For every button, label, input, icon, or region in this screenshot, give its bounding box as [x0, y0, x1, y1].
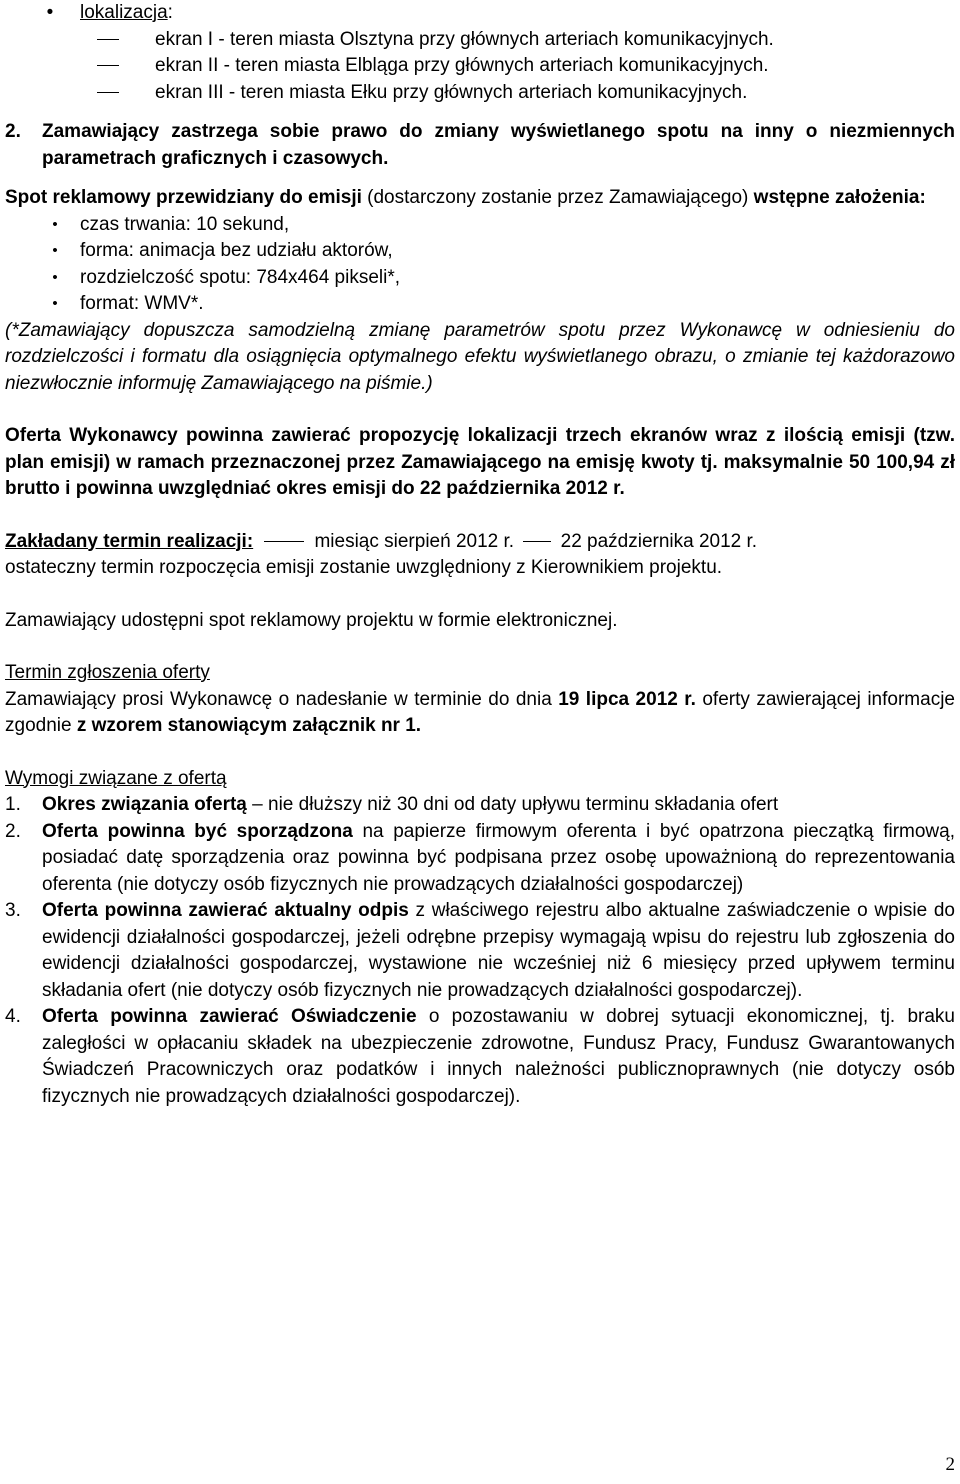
deadline-date: 19 lipca 2012 r.: [558, 688, 696, 710]
spot-item-text: czas trwania: 10 sekund,: [80, 213, 290, 235]
term-value-end: 22 października 2012 r.: [555, 530, 758, 552]
spot-lead-note: (dostarczony zostanie przez Zamawiającego): [361, 187, 754, 208]
bullet-icon: •: [52, 268, 58, 286]
requirement-text: na papierze firmowym oferenta i być opatrzona pieczątką firmową, posiadać datę sporządzenia oraz powinna być podpisana przez osobę upoważnioną do reprezentowania oferenta (nie dotyczy osób fizycznych nie prowadzących działalności gospodarczej): [42, 820, 955, 895]
spot-item: [5, 238, 955, 265]
spot-intro: [5, 185, 955, 212]
page-number: 2: [945, 1453, 955, 1475]
term-dash: [264, 541, 304, 542]
term-value: miesiąc sierpień 2012 r.: [314, 530, 520, 552]
requirement-number: 3.: [5, 900, 21, 921]
localization-label: lokalizacja: [80, 2, 168, 23]
requirement-title: Okres związania ofertą: [42, 794, 247, 815]
requirement-text: z właściwego rejestru albo aktualne zaświadczenie o wpisie do ewidencji działalności gospodarczej, jeżeli odrębne przepisy wymagają wpisu do rejestru lub zgłoszenia do ewidencji działalności gospodarczej, wystawione nie wcześniej niż 6 miesięcy przed upływem terminu składania ofert (nie dotyczy osób fizycznych nie prowadzących działalności gospodarczej).: [42, 900, 955, 1001]
bullet-icon: •: [52, 295, 58, 312]
requirement-number: 1.: [5, 794, 21, 815]
term-line: [5, 529, 955, 556]
clause-2: [5, 119, 955, 172]
dash-icon: [97, 39, 119, 40]
deadline-text: Zamawiający prosi Wykonawcę o nadesłanie w terminie do dnia: [5, 688, 559, 710]
spot-item-text: forma: animacja bez udziału aktorów,: [80, 240, 393, 261]
spot-item: [5, 265, 955, 292]
document-page: [5, 0, 955, 1110]
bullet-icon: •: [46, 2, 54, 23]
requirement-number: 2.: [5, 820, 21, 842]
screen-item: [5, 80, 955, 107]
dash-icon: [97, 65, 119, 66]
clause-number: 2.: [5, 121, 21, 142]
dash-icon: [97, 92, 119, 93]
offer-paragraph: Oferta Wykonawcy powinna zawierać propozycję lokalizacji trzech ekranów wraz z ilością emisji (tzw. plan emisji) w ramach przeznaczonej przez Zamawiającego na emisję kwoty tj. maksymalnie 50 100,94 zł brutto i powinna uwzględniać okres emisji do 22 października 2012 r.: [5, 425, 955, 499]
requirement-number: 4.: [5, 1006, 21, 1027]
spot-item-text: rozdzielczość spotu: 784x464 pikseli*,: [80, 266, 401, 288]
term-label: Zakładany termin realizacji:: [5, 530, 254, 552]
localization-colon: :: [167, 2, 173, 23]
bullet-icon: •: [52, 242, 58, 259]
electronic-paragraph: Zamawiający udostępni spot reklamowy projektu w formie elektronicznej.: [5, 609, 618, 631]
requirements-heading: Wymogi związane z ofertą: [5, 767, 227, 789]
deadline-paragraph: [5, 687, 955, 740]
screen-item: [5, 27, 955, 54]
spot-note: (*Zamawiający dopuszcza samodzielną zmianę parametrów spotu przez Wykonawcę w odniesieniu do rozdzielczości i formatu dla osiągnięcia optymalnego efektu wyświetlanego obrazu, o zmianie tej każdorazowo niezwłocznie informuję Zamawiającego na piśmie.): [5, 319, 955, 394]
spot-assumptions-label: wstępne założenia:: [753, 187, 926, 208]
screen-item: [5, 53, 955, 80]
localization-item: [5, 0, 955, 27]
requirement-item: [5, 819, 955, 899]
clause-text: Zamawiający zastrzega sobie prawo do zmiany wyświetlanego spotu na inny o niezmiennych parametrach graficznych i czasowych.: [42, 121, 955, 169]
requirement-title: Oferta powinna zawierać Oświadczenie: [42, 1006, 417, 1027]
requirement-title: Oferta powinna być sporządzona: [42, 820, 353, 842]
screen-text: ekran II - teren miasta Elbląga przy głównych arteriach komunikacyjnych.: [155, 55, 769, 76]
requirement-title: Oferta powinna zawierać aktualny odpis: [42, 900, 409, 921]
requirement-text: – nie dłuższy niż 30 dni od daty upływu terminu składania ofert: [246, 794, 779, 815]
spot-item-text: format: WMV*.: [80, 293, 204, 314]
deadline-heading: Termin zgłoszenia oferty: [5, 662, 210, 683]
requirement-item: [5, 792, 955, 819]
requirement-item: [5, 898, 955, 1004]
screen-text: ekran III - teren miasta Ełku przy głównych arteriach komunikacyjnych.: [155, 81, 748, 103]
deadline-template: z wzorem stanowiącym załącznik nr 1.: [76, 715, 422, 736]
spot-lead: Spot reklamowy przewidziany do emisji: [5, 187, 362, 208]
spot-item: [5, 212, 955, 239]
screen-text: ekran I - teren miasta Olsztyna przy głównych arteriach komunikacyjnych.: [155, 28, 774, 50]
term-note: ostateczny termin rozpoczęcia emisji zostanie uwzględniony z Kierownikiem projektu.: [5, 557, 723, 578]
spot-item: [5, 291, 955, 318]
bullet-icon: •: [52, 215, 58, 233]
requirement-item: [5, 1004, 955, 1110]
deadline-text-cont: oferty zawierającej informacje zgodnie: [5, 688, 955, 736]
term-dash: [523, 541, 551, 542]
requirement-text: o pozostawaniu w dobrej sytuacji ekonomicznej, tj. braku zaległości w opłacaniu składek na ubezpieczenie zdrowotne, Fundusz Pracy, Fundusz Gwarantowanych Świadczeń Pracowniczych oraz podatków i innych należności publicznoprawnych (nie dotyczy osób fizycznych nie prowadzących działalności gospodarczej).: [42, 1006, 955, 1107]
